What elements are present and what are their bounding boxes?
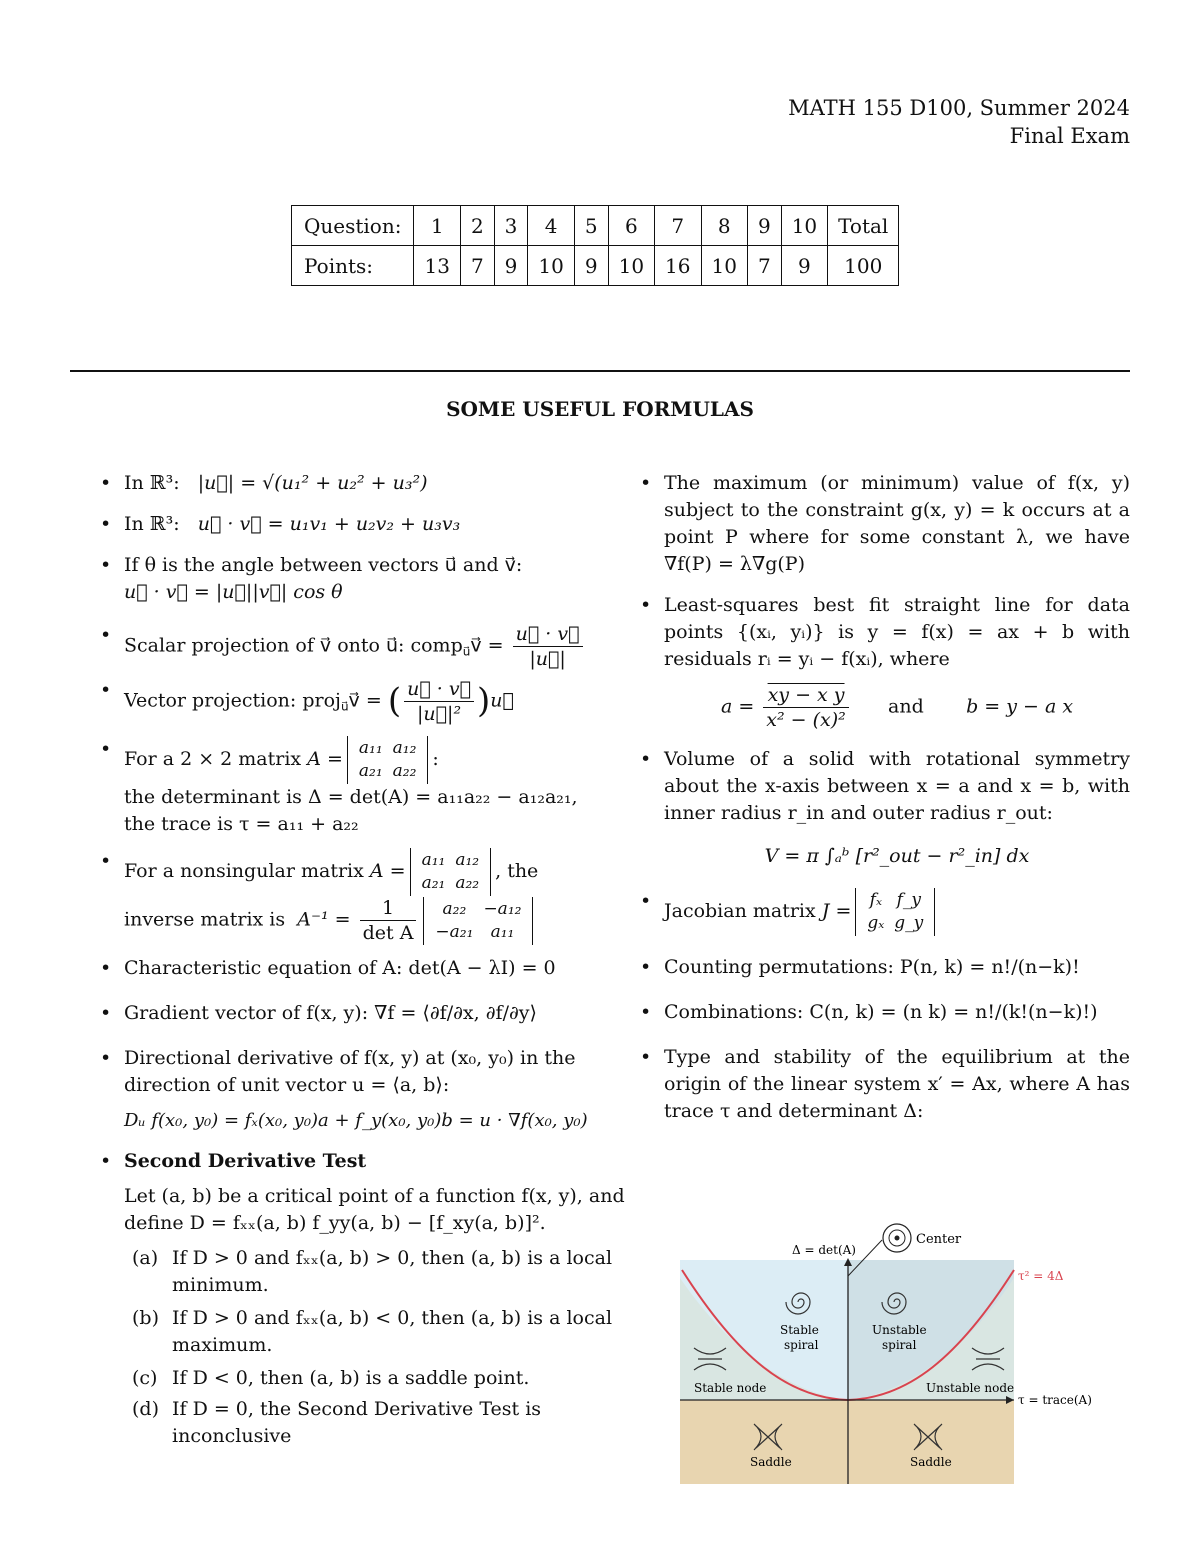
permutations-item	[640, 954, 1130, 981]
scalar-proj-text: Scalar projection of v⃗ onto u⃗: comp	[124, 634, 463, 657]
stability-item	[640, 1044, 1130, 1125]
case-text: If D < 0, then (a, b) is a saddle point.	[172, 1367, 530, 1389]
matrix-entry: a₂₁	[358, 761, 383, 781]
case-text: If D = 0, the Second Derivative Test is inconclusive	[172, 1398, 542, 1447]
scalar-proj-sub: u⃗	[462, 644, 471, 659]
matrix-item: • For a 2 × 2 matrix A = a₁₁ a₁₂ a₂₁ a₂₂ : the determinant is Δ = det(A) = a₁₁a₂₂ − a₁₂a₂₁, the trace is τ = a₁₁ + a₂₂	[100, 736, 625, 838]
question-cell: 7	[655, 206, 701, 246]
left-column	[100, 470, 625, 1450]
matrix-entry: a₁₁	[490, 921, 515, 942]
stable-node-label: Stable node	[694, 1381, 767, 1395]
second-derivative-item	[100, 1148, 625, 1450]
ls-b: b = y − a x	[966, 695, 1074, 718]
matrix-entry: a₁₁	[358, 738, 383, 758]
points-cell: 7	[747, 246, 781, 286]
matrix-entry: a₁₁	[421, 850, 446, 870]
unstable-spiral-label: spiral	[882, 1338, 917, 1352]
points-cell: 9	[574, 246, 608, 286]
question-cell: 1	[414, 206, 460, 246]
question-cell: 6	[608, 206, 654, 246]
question-cell: 4	[528, 206, 574, 246]
directional-item	[100, 1045, 625, 1134]
exam-line: Final Exam	[1009, 124, 1130, 148]
angle-item	[100, 552, 625, 606]
stability-diagram	[668, 1218, 1108, 1490]
scalar-proj-num: u⃗ · v⃗	[513, 622, 583, 647]
det-axis-label: Δ = det(A)	[792, 1243, 856, 1257]
saddle-label: Saddle	[910, 1455, 952, 1469]
matrix-entry: a₁₂	[455, 850, 480, 870]
volume-formula: V = π ∫ₐᵇ [r²_out − r²_in] dx	[764, 845, 1030, 867]
characteristic-eq-item	[100, 955, 625, 982]
perm-text: Counting permutations: P(n, k) = n!/(n−k)!	[664, 956, 1080, 978]
stable-spiral-label: spiral	[784, 1338, 819, 1352]
vector-proj-fraction	[404, 677, 474, 726]
inverse-Ainv: A⁻¹ =	[297, 908, 351, 931]
question-label: Question:	[292, 206, 414, 246]
vector-projection-item: • Vector projection: proj$_{u⃗}$v⃗ = ( $\frac{u⃗ \cdot v⃗}{\text{|u⃗|²}}$ )u⃗	[100, 677, 625, 726]
question-cell: 2	[460, 206, 494, 246]
points-cell: 16	[655, 246, 701, 286]
vector-proj-text: Vector projection: proj	[124, 689, 341, 712]
combinations-item	[640, 999, 1130, 1026]
case-label: (c)	[132, 1367, 158, 1389]
trace-text: the trace is τ = a₁₁ + a₂₂	[124, 813, 359, 835]
jacobian-item	[640, 888, 1130, 936]
comb-text: Combinations: C(n, k) = (n k) = n!/(k!(n−k)!)	[664, 1001, 1098, 1023]
directional-text: • Directional derivative of f(x, y) at (x₀, y₀) in the direction of unit vector u = ⟨a, b⟩:	[124, 1047, 576, 1096]
ls-den: x² − (x)²	[766, 709, 846, 731]
case-text: If D > 0 and fₓₓ(a, b) > 0, then (a, b) is a local minimum.	[172, 1247, 613, 1296]
vector-proj-tail: u⃗	[490, 689, 514, 712]
jacobian-text: Jacobian matrix	[664, 900, 816, 922]
points-label: Points:	[292, 246, 414, 286]
matrix-2x2	[347, 736, 429, 784]
question-cell: 8	[701, 206, 747, 246]
lagrange-item	[640, 470, 1130, 578]
magnitude-item	[100, 470, 625, 497]
directional-formula: Dᵤ f(x₀, y₀) = fₓ(x₀, y₀)a + f_y(x₀, y₀)b = u · ∇f(x₀, y₀)	[124, 1110, 588, 1131]
scalar-projection-item	[100, 622, 625, 671]
scalar-proj-v: v⃗ =	[470, 634, 504, 657]
stable-spiral-label: Stable	[780, 1323, 819, 1337]
inverse-text: For a nonsingular matrix	[124, 860, 364, 882]
formulas-title: SOME USEFUL FORMULAS	[446, 397, 754, 421]
vector-proj-num: u⃗ · v⃗	[404, 677, 474, 702]
dot-product-item	[100, 511, 625, 538]
parabola-label: τ² = 4Δ	[1018, 1269, 1064, 1283]
points-cell: 100	[828, 246, 899, 286]
volume-text: Volume of a solid with rotational symmetry about the x-axis between x = a and x = b, with inner radius r_in and outer radius r_out:	[664, 748, 1130, 824]
inverse-den: det A	[362, 922, 414, 944]
determinant-text: the determinant is Δ = det(A) = a₁₁a₂₂ − a₁₂a₂₁,	[124, 786, 578, 808]
points-cell: 7	[460, 246, 494, 286]
gradient-text: Gradient vector of f(x, y): ∇f = ⟨∂f/∂x, ∂f/∂y⟩	[124, 1002, 537, 1024]
matrix-text: For a 2 × 2 matrix	[124, 748, 302, 770]
right-column	[640, 470, 1130, 1125]
jacobian-J: J =	[821, 900, 852, 922]
question-cell: 3	[494, 206, 528, 246]
scalar-proj-den: |u⃗|	[529, 648, 566, 670]
least-squares-item	[640, 592, 1130, 732]
exam-header	[788, 94, 1130, 150]
ls-a: a =	[720, 695, 755, 718]
matrix-entry: −a₁₂	[483, 898, 522, 919]
jacobian-matrix	[855, 888, 935, 936]
vector-proj-v: v⃗ =	[348, 689, 382, 712]
points-row	[292, 246, 899, 286]
points-cell: 10	[528, 246, 574, 286]
matrix-entry: a₂₂	[455, 873, 480, 893]
scalar-proj-fraction	[513, 622, 583, 671]
gradient-item	[100, 1000, 625, 1027]
case-label: (d)	[132, 1398, 159, 1420]
points-cell: 9	[494, 246, 528, 286]
unstable-node-label: Unstable node	[926, 1381, 1015, 1395]
inverse-the: , the	[495, 860, 539, 882]
lagrange-text: The maximum (or minimum) value of f(x, y) subject to the constraint g(x, y) = k occurs at a point P where for some constant λ, we have ∇f(P) = λ∇g(P)	[664, 472, 1130, 575]
matrix-entry: a₁₂	[392, 738, 417, 758]
question-cell: Total	[828, 206, 899, 246]
unstable-spiral-label: Unstable	[872, 1323, 927, 1337]
inverse-matrix-A	[410, 848, 492, 896]
char-eq-text: Characteristic equation of A: det(A − λI) = 0	[124, 957, 556, 979]
vector-proj-den: |u⃗|²	[417, 703, 462, 725]
matrix-entry: −a₂₁	[435, 921, 474, 942]
trace-axis-label: τ = trace(A)	[1018, 1393, 1092, 1407]
region-saddle	[680, 1400, 1014, 1484]
question-cell: 5	[574, 206, 608, 246]
points-cell: 10	[701, 246, 747, 286]
second-deriv-title: • Second Derivative Test	[124, 1150, 367, 1172]
inverse-fraction	[360, 896, 417, 945]
matrix-entry: f_y	[896, 890, 921, 910]
least-squares-text: Least-squares best fit straight line for data points {(xᵢ, yᵢ)} is y = f(x) = ax + b with residuals rᵢ = yᵢ − f(xᵢ), where	[664, 594, 1130, 670]
matrix-A: A =	[307, 748, 343, 770]
magnitude-prefix: In ℝ³:	[124, 472, 180, 494]
case-text: If D > 0 and fₓₓ(a, b) < 0, then (a, b) is a local maximum.	[172, 1307, 613, 1356]
matrix-entry: g_y	[894, 913, 924, 933]
matrix-entry: a₂₂	[442, 898, 467, 919]
matrix-entry: gₓ	[867, 913, 885, 933]
angle-text: • If θ is the angle between vectors u⃗ and v⃗:	[124, 554, 523, 576]
case-label: (b)	[132, 1307, 159, 1329]
ls-and: and	[888, 695, 924, 718]
case-c	[124, 1365, 625, 1392]
points-cell: 9	[781, 246, 827, 286]
divider	[70, 370, 1130, 372]
ls-fraction	[763, 683, 849, 732]
ls-num: xy − x y	[763, 683, 849, 708]
inverse-num: 1	[360, 896, 417, 921]
inverse-A: A =	[369, 860, 406, 882]
stability-text: Type and stability of the equilibrium at the origin of the linear system x′ = Ax, where A has trace τ and determinant Δ:	[664, 1046, 1130, 1122]
center-icon-dot	[895, 1236, 900, 1241]
magnitude-formula: |u⃗| = √(u₁² + u₂² + u₃²)	[197, 472, 428, 494]
case-b	[124, 1305, 625, 1359]
inverse-line2: inverse matrix is	[124, 908, 286, 931]
dot-prefix: In ℝ³:	[124, 513, 180, 535]
question-cell: 9	[747, 206, 781, 246]
case-label: (a)	[132, 1247, 159, 1269]
case-d	[124, 1396, 625, 1450]
case-list	[124, 1245, 625, 1450]
saddle-label: Saddle	[750, 1455, 792, 1469]
course-line: MATH 155 D100, Summer 2024	[788, 96, 1130, 120]
score-table	[291, 205, 899, 286]
points-cell: 13	[414, 246, 460, 286]
case-a	[124, 1245, 625, 1299]
volume-item	[640, 746, 1130, 870]
least-squares-formula	[664, 683, 1130, 732]
second-deriv-intro: Let (a, b) be a critical point of a function f(x, y), and define D = fₓₓ(a, b) f_yy(a, b) − [f_xy(a, b)]².	[124, 1185, 625, 1234]
matrix-entry: a₂₂	[392, 761, 417, 781]
question-row	[292, 206, 899, 246]
question-cell: 10	[781, 206, 827, 246]
matrix-entry: a₂₁	[421, 873, 446, 893]
inverse-matrix	[423, 897, 533, 945]
dot-formula: u⃗ · v⃗ = u₁v₁ + u₂v₂ + u₃v₃	[197, 513, 461, 535]
angle-formula: u⃗ · v⃗ = |u⃗||v⃗| cos θ	[124, 581, 343, 603]
center-label: Center	[916, 1232, 962, 1247]
vector-proj-sub: u⃗	[340, 699, 349, 714]
points-cell: 10	[608, 246, 654, 286]
inverse-item	[100, 848, 625, 945]
matrix-entry: fₓ	[869, 890, 882, 910]
